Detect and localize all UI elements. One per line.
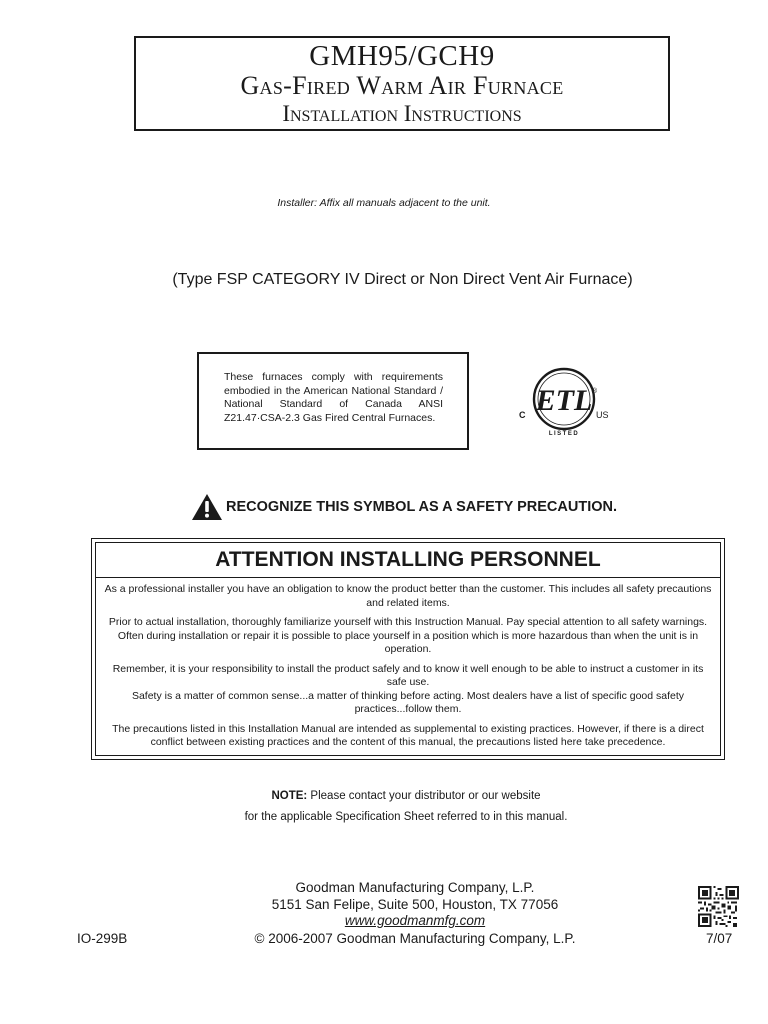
- etl-listed-text: LISTED: [548, 431, 580, 437]
- attention-paragraph: Safety is a matter of common sense...a matter of thinking before acting. Most dealers have a list of specific good safety practices...follow them.: [131, 689, 685, 715]
- installer-note: Installer: Affix all manuals adjacent to the unit.: [277, 197, 491, 209]
- attention-paragraph: As a professional installer you have an obligation to know the product better than the customer. This includes all safety precautions and related items.: [104, 583, 712, 609]
- footer-company: Goodman Manufacturing Company, L.P.: [295, 880, 535, 895]
- note-text: Please contact your distributor or our website: [307, 790, 541, 802]
- title-box: [134, 36, 670, 131]
- footer-address: 5151 San Felipe, Suite 500, Houston, TX 77056: [271, 897, 559, 912]
- attention-inner-frame: [95, 542, 721, 756]
- etl-letters: ETL: [535, 384, 593, 417]
- document-title: Gas-Fired Warm Air Furnace: [240, 71, 564, 100]
- registered-mark: ®: [592, 388, 598, 395]
- attention-heading: ATTENTION INSTALLING PERSONNEL: [96, 543, 720, 578]
- note-line-2: for the applicable Specification Sheet referred to in this manual.: [244, 811, 568, 823]
- qr-code-icon: [698, 886, 739, 927]
- etl-us-mark: US: [596, 410, 609, 420]
- etl-c-mark: C: [519, 410, 526, 420]
- note-line: [0, 790, 768, 802]
- compliance-box: These furnaces comply with requirements embodied in the American National Standard / National Standard of Canada ANSI Z21.47·CSA-2.3 Gas Fired Central Furnaces.: [197, 352, 469, 450]
- safety-precaution-text: RECOGNIZE THIS SYMBOL AS A SAFETY PRECAUTION.: [226, 499, 617, 515]
- document-subtitle: Installation Instructions: [282, 101, 522, 126]
- attention-paragraph: Prior to actual installation, thoroughly familiarize yourself with this Instruction Manual. Pay special attention to all safety warnings. Often during installation or repair it is possible to place yourself in a position which is more hazardous than when the unit is in operation.: [108, 616, 708, 655]
- attention-paragraph: The precautions listed in this Installation Manual are intended as supplemental to existing practices. However, if there is a direct conflict between existing practices and the content of this manual, the precautions listed here take precedence.: [112, 722, 704, 748]
- attention-paragraph: Remember, it is your responsibility to install the product safely and to know it well enough to be able to instruct a customer in its safe use.: [112, 662, 704, 688]
- furnace-type-line: (Type FSP CATEGORY IV Direct or Non Direct Vent Air Furnace): [172, 271, 633, 288]
- footer-website-link[interactable]: www.goodmanmfg.com: [344, 913, 486, 928]
- etl-listed-logo: [517, 366, 611, 438]
- note-label: NOTE:: [271, 790, 308, 802]
- attention-box: [91, 538, 725, 760]
- document-date: 7/07: [706, 931, 733, 946]
- footer-copyright: © 2006-2007 Goodman Manufacturing Company, L.P.: [254, 931, 576, 946]
- warning-triangle-icon: [191, 493, 223, 521]
- document-number: IO-299B: [77, 931, 128, 946]
- safety-symbol-line: [191, 493, 617, 521]
- model-title: GMH95/GCH9: [309, 40, 495, 72]
